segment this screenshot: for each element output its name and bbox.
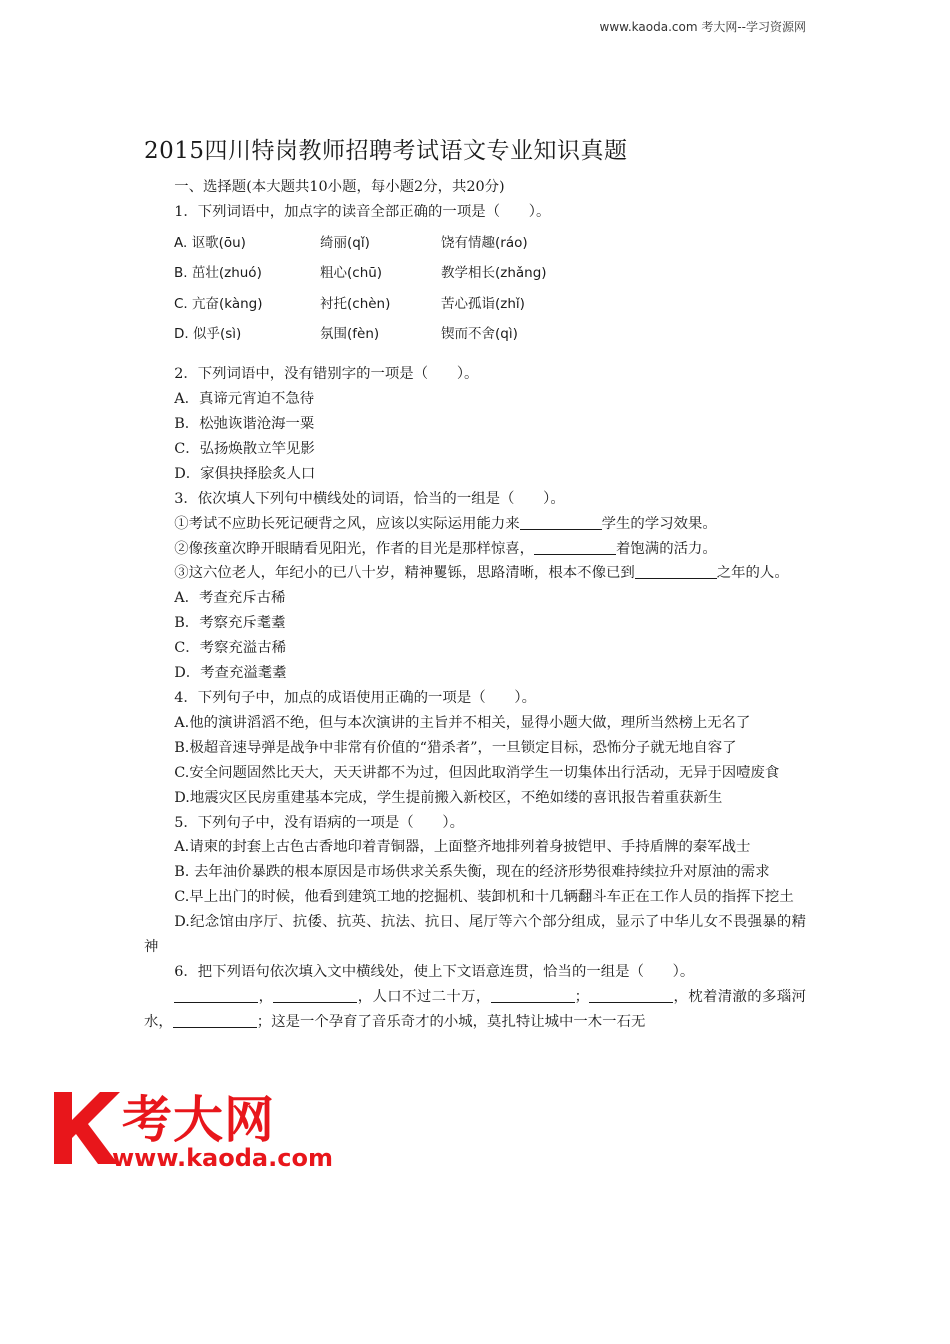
option-cell: 锲而不舍(qì)	[441, 326, 518, 343]
site-header: www.kaoda.com 考大网--学习资源网	[599, 20, 806, 34]
option-row-a	[174, 228, 547, 259]
sentence-text: 之年的人。	[716, 565, 789, 582]
question-4-option-d: D.地震灾区民房重建基本完成，学生提前搬入新校区，不绝如缕的喜讯报告着重获新生	[174, 789, 723, 806]
question-4-option-c: C.安全问题固然比天大，天天讲都不为过，但因此取消学生一切集体出行活动，无异于因噎废食	[174, 764, 780, 781]
question-6-stem: 6．把下列语句依次填入文中横线处，使上下文语意连贯，恰当的一组是（ ）。	[174, 963, 695, 980]
fill-blank	[534, 539, 616, 555]
option-cell: A. 讴歌(ōu)	[174, 234, 246, 251]
sentence-text: 学生的学习效果。	[601, 515, 717, 532]
page-title: 2015四川特岗教师招聘考试语文专业知识真题	[144, 138, 628, 164]
logo-url: www.kaoda.com	[112, 1144, 333, 1172]
fill-blank	[635, 563, 717, 579]
option-row-d	[174, 320, 547, 351]
question-4-option-b: B.极超音速导弹是战争中非常有价值的“猎杀者”，一旦锁定目标，恐怖分子就无地自容了	[174, 739, 737, 756]
fill-blank	[273, 987, 357, 1003]
fill-blank	[491, 987, 575, 1003]
passage-text: ，枕着清澈的多瑙河水，	[144, 988, 806, 1030]
question-5-option-b: B. 去年油价暴跌的根本原因是市场供求关系失衡，现在的经济形势很难持续拉升对原油的需求	[174, 864, 770, 881]
option-cell: 氛围(fèn)	[320, 326, 380, 343]
question-3-option-a: A．考查充斥古稀	[174, 590, 286, 607]
question-3-sentence-2	[144, 537, 806, 562]
question-2-option-a: A．真谛元宵迫不急待	[174, 391, 315, 408]
sentence-text: 着饱满的活力。	[616, 540, 717, 557]
option-cell: 教学相长(zhǎng)	[441, 265, 547, 282]
question-3-option-d: D．考查充溢耄耋	[174, 665, 287, 682]
question-2-option-d: D．家俱抉择脍炙人口	[174, 465, 316, 482]
fill-blank	[174, 987, 258, 1003]
question-1-stem: 1．下列词语中，加点字的读音全部正确的一项是（ ）。	[174, 203, 551, 220]
question-5-option-d: D.纪念馆由序厅、抗倭、抗英、抗法、抗日、尾厅等六个部分组成，显示了中华儿女不畏强暴的精神	[144, 914, 806, 956]
question-5-option-c: C.早上出门的时候，他看到建筑工地的挖掘机、装卸机和十几辆翻斗车正在工作人员的指挥下挖土	[174, 889, 794, 906]
question-2-option-b: B．松弛诙谐沧海一粟	[174, 416, 315, 432]
question-4-stem: 4．下列句子中，加点的成语使用正确的一项是（ ）。	[174, 689, 536, 706]
passage-text: ；	[574, 988, 590, 1005]
passage-text: ，人口不过二十万，	[357, 988, 491, 1005]
option-row-c	[174, 289, 547, 320]
logo-k-icon	[48, 1086, 122, 1168]
option-cell: 苦心孤诣(zhǐ)	[441, 295, 525, 312]
kaoda-logo	[48, 1086, 378, 1182]
section-heading: 一、选择题(本大题共10小题，每小题2分，共20分)	[174, 179, 505, 195]
logo-wordmark: 考大网	[122, 1091, 275, 1149]
question-3-option-b: B．考察充斥耄耋	[174, 615, 286, 632]
fill-blank	[589, 987, 673, 1003]
question-1-options	[174, 228, 547, 350]
option-cell: 饶有情趣(ráo)	[441, 234, 528, 251]
fill-blank	[520, 514, 602, 530]
question-2-option-c: C．弘扬焕散立竿见影	[174, 440, 315, 457]
option-cell: B. 茁壮(zhuó)	[174, 265, 262, 282]
question-3-sentence-1	[144, 512, 806, 537]
question-3-option-c: C．考察充溢古稀	[174, 640, 286, 657]
option-row-b	[174, 258, 547, 289]
option-cell: 粗心(chū)	[320, 265, 383, 282]
question-3-stem: 3．依次填人下列句中横线处的词语，恰当的一组是（ ）。	[174, 490, 565, 507]
sentence-text: ②像孩童次睁开眼睛看见阳光，作者的目光是那样惊喜，	[174, 540, 535, 557]
question-2-stem: 2．下列词语中，没有错别字的一项是（ ）。	[174, 366, 479, 383]
question-5-option-a: A.请柬的封套上古色古香地印着青铜器，上面整齐地排列着身披铠甲、手持盾牌的秦军战士	[174, 839, 751, 856]
option-cell: C. 亢奋(kàng)	[174, 295, 263, 312]
option-cell: 绮丽(qǐ)	[320, 234, 370, 251]
option-cell: 衬托(chèn)	[320, 295, 391, 312]
exam-body	[144, 175, 806, 1035]
question-3-sentence-3	[144, 561, 806, 586]
sentence-text: ①考试不应助长死记硬背之风，应该以实际运用能力来	[174, 515, 520, 532]
option-cell: D. 似乎(sì)	[174, 326, 242, 343]
question-5-stem: 5．下列句子中，没有语病的一项是（ ）。	[174, 814, 465, 831]
fill-blank	[173, 1012, 257, 1028]
sentence-text: ③这六位老人，年纪小的已八十岁，精神矍铄，思路清晰，根本不像已到	[174, 565, 635, 582]
passage-text: ；这是一个孕育了音乐奇才的小城，莫扎特让城中一木一石无	[256, 1013, 646, 1030]
question-4-option-a: A.他的演讲滔滔不绝，但与本次演讲的主旨并不相关，显得小题大做，理所当然榜上无名了	[174, 714, 751, 731]
question-6-passage: ， ，人口不过二十万， ； ，枕着清澈的多瑙河水， ；这是一个孕育了音乐奇才的小城，莫扎特让城中一木一石无	[144, 988, 806, 1030]
